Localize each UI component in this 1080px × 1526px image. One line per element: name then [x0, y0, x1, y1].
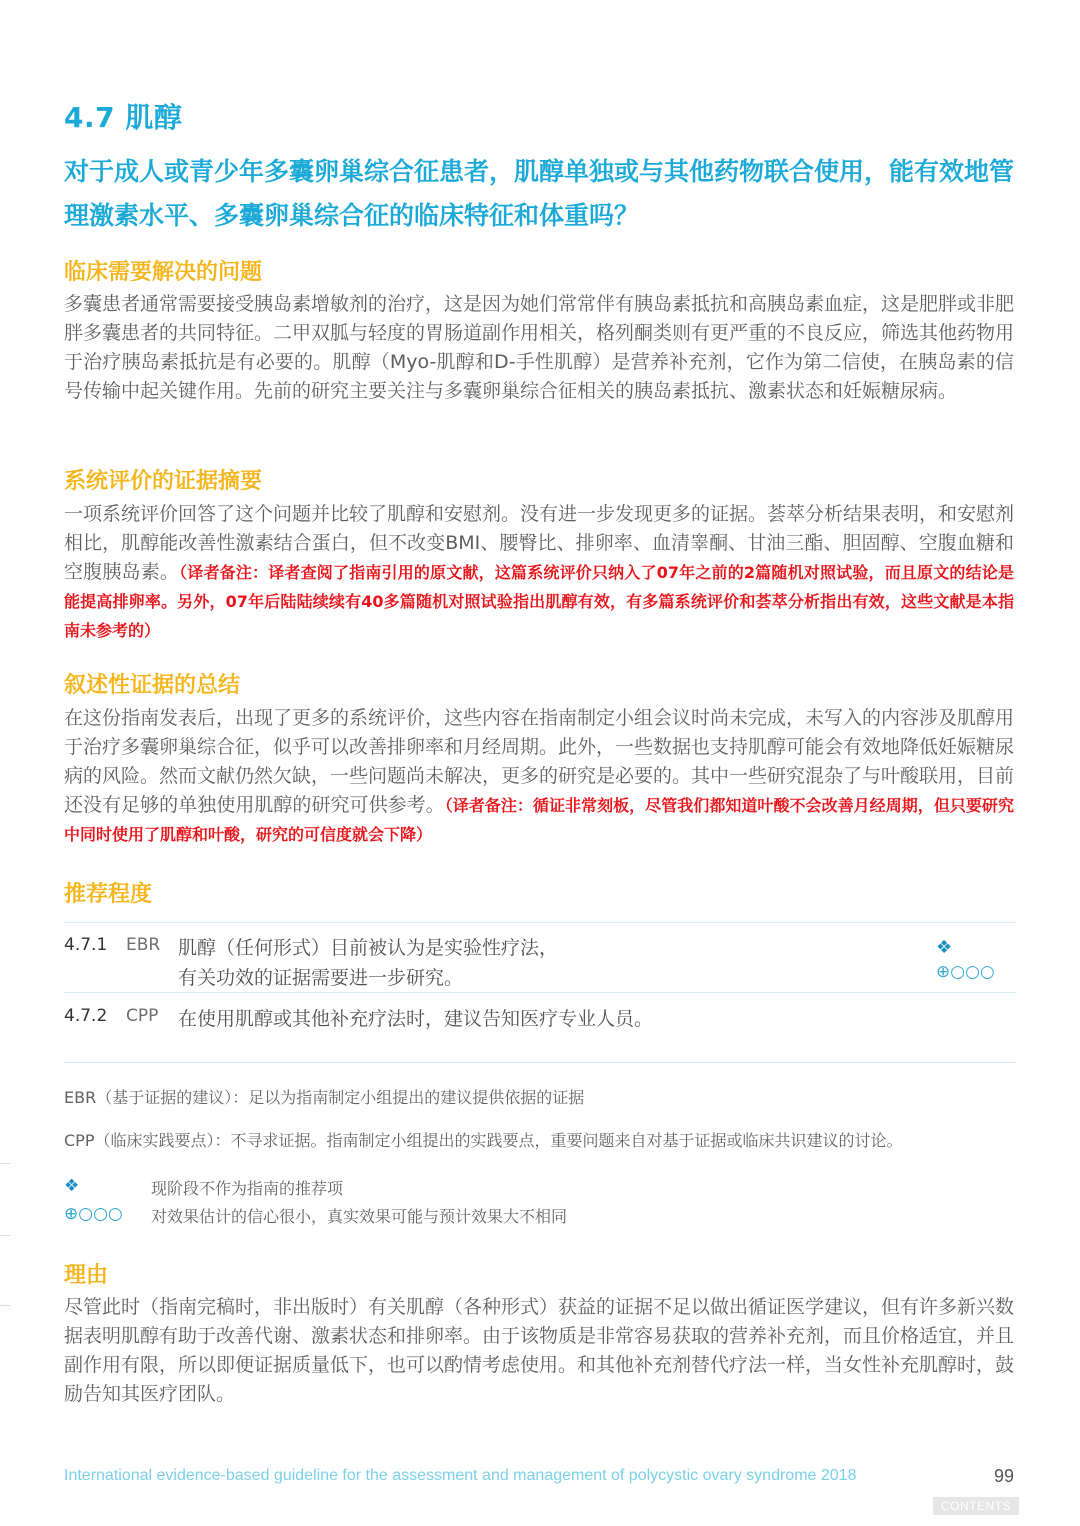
recommendation-text-line: 在使用肌醇或其他补充疗法时，建议告知医疗专业人员。 — [178, 1008, 654, 1030]
legend-item — [64, 1176, 764, 1200]
divider — [64, 922, 1016, 923]
systematic-review-text: 一项系统评价回答了这个问题并比较了肌醇和安慰剂。没有进一步发现更多的证据。荟萃分析结果表明，和安慰剂相比，肌醇能改善性激素结合蛋白，但不改变BMI、腰臀比、排卵率、血清睾酮、甘油三酯、胆固醇、空腹血糖和空腹胰岛素。 — [64, 503, 1015, 583]
section-title: 4.7 肌醇 — [64, 101, 183, 134]
ebr-definition: EBR（基于证据的建议）：足以为指南制定小组提出的建议提供依据的证据 — [64, 1088, 585, 1107]
certainty-rating-icon: ⊕○○○ — [64, 1204, 123, 1224]
margin-tick — [0, 1305, 10, 1306]
recommendation-number: 4.7.1 — [64, 935, 108, 955]
narrative-heading: 叙述性证据的总结 — [64, 673, 241, 698]
recommendation-row — [64, 935, 1016, 990]
recommendations-heading: 推荐程度 — [64, 882, 153, 907]
footer-title: International evidence-based guideline for the assessment and management of polycystic ovary syndrome 2018 — [64, 1467, 857, 1484]
recommendation-grade — [936, 937, 1016, 985]
legend-item — [64, 1204, 764, 1228]
clinical-need-body: 多囊患者通常需要接受胰岛素增敏剂的治疗，这是因为她们常常伴有胰岛素抵抗和高胰岛素血症，这是肥胖或非肥胖多囊患者的共同特征。二甲双胍与轻度的胃肠道副作用相关，格列酮类则有更严重的不良反应，筛选其他药物用于治疗胰岛素抵抗是有必要的。肌醇（Myo-肌醇和D-手性肌醇）是营养补充剂，它作为第二信使，在胰岛素的信号传输中起关键作用。先前的研究主要关注与多囊卵巢综合征相关的胰岛素抵抗、激素状态和妊娠糖尿病。 — [64, 293, 1015, 402]
clinical-need-heading: 临床需要解决的问题 — [64, 260, 263, 285]
certainty-rating-icon: ⊕○○○ — [936, 962, 995, 982]
translator-note: （译者备注：译者查阅了指南引用的原文献，这篇系统评价只纳入了07年之前的2篇随机对照试验，而且原文的结论是能提高排卵率。另外，07年后陆陆续续有40多篇随机对照试验指出肌醇有效，有多篇系统评价和荟萃分析指出有效，这些文献是本指南未参考的） — [64, 563, 1014, 640]
legend-text: 对效果估计的信心很小，真实效果可能与预计效果大不相同 — [151, 1207, 568, 1226]
recommendation-text-line: 有关功效的证据需要进一步研究。 — [178, 967, 464, 989]
recommendation-text-line: 肌醇（任何形式）目前被认为是实验性疗法， — [178, 937, 559, 959]
diamond-icon: ❖ — [64, 1176, 80, 1196]
recommendation-type: CPP — [126, 1006, 159, 1026]
recommendation-text — [178, 933, 558, 993]
translator-note: （译者备注：循证非常刻板，尽管我们都知道叶酸不会改善月经周期，但只要研究中同时使用了肌醇和叶酸，研究的可信度就会下降） — [64, 796, 1014, 844]
recommendation-type: EBR — [126, 935, 161, 955]
page-number: 99 — [994, 1466, 1015, 1486]
rationale-body: 尽管此时（指南完稿时，非出版时）有关肌醇（各种形式）获益的证据不足以做出循证医学建议，但有许多新兴数据表明肌醇有助于改善代谢、激素状态和排卵率。由于该物质是非常容易获取的营养补充剂，而且价格适宜，并且副作用有限，所以即便证据质量低下，也可以酌情考虑使用。和其他补充剂替代疗法一样，当女性补充肌醇时，鼓励告知其医疗团队。 — [64, 1296, 1015, 1405]
divider — [64, 992, 1016, 993]
margin-tick — [0, 1163, 10, 1164]
recommendation-number: 4.7.2 — [64, 1006, 108, 1026]
recommendation-text — [178, 1004, 653, 1034]
narrative-text: 在这份指南发表后，出现了更多的系统评价，这些内容在指南制定小组会议时尚未完成，未写入的内容涉及肌醇用于治疗多囊卵巢综合征，似乎可以改善排卵率和月经周期。此外，一些数据也支持肌醇可能会有效地降低妊娠糖尿病的风险。然而文献仍然欠缺，一些问题尚未解决，更多的研究是必要的。其中一些研究混杂了与叶酸联用，目前还没有足够的单独使用肌醇的研究可供参考。 — [64, 707, 1015, 816]
systematic-review-heading: 系统评价的证据摘要 — [64, 469, 263, 494]
cpp-definition: CPP（临床实践要点）：不寻求证据。指南制定小组提出的实践要点，重要问题来自对基于证据或临床共识建议的讨论。 — [64, 1131, 903, 1150]
systematic-review-body — [64, 500, 1014, 645]
contents-button[interactable]: CONTENTS — [933, 1497, 1019, 1515]
margin-tick — [0, 1235, 10, 1236]
legend-text: 现阶段不作为指南的推荐项 — [151, 1179, 344, 1198]
clinical-question: 对于成人或青少年多囊卵巢综合征患者，肌醇单独或与其他药物联合使用，能有效地管理激素水平、多囊卵巢综合征的临床特征和体重吗？ — [64, 157, 1015, 230]
rationale-heading: 理由 — [64, 1263, 109, 1288]
divider — [64, 1062, 1016, 1063]
recommendation-row — [64, 1006, 1016, 1046]
diamond-icon: ❖ — [936, 937, 953, 958]
narrative-body — [64, 704, 1014, 849]
